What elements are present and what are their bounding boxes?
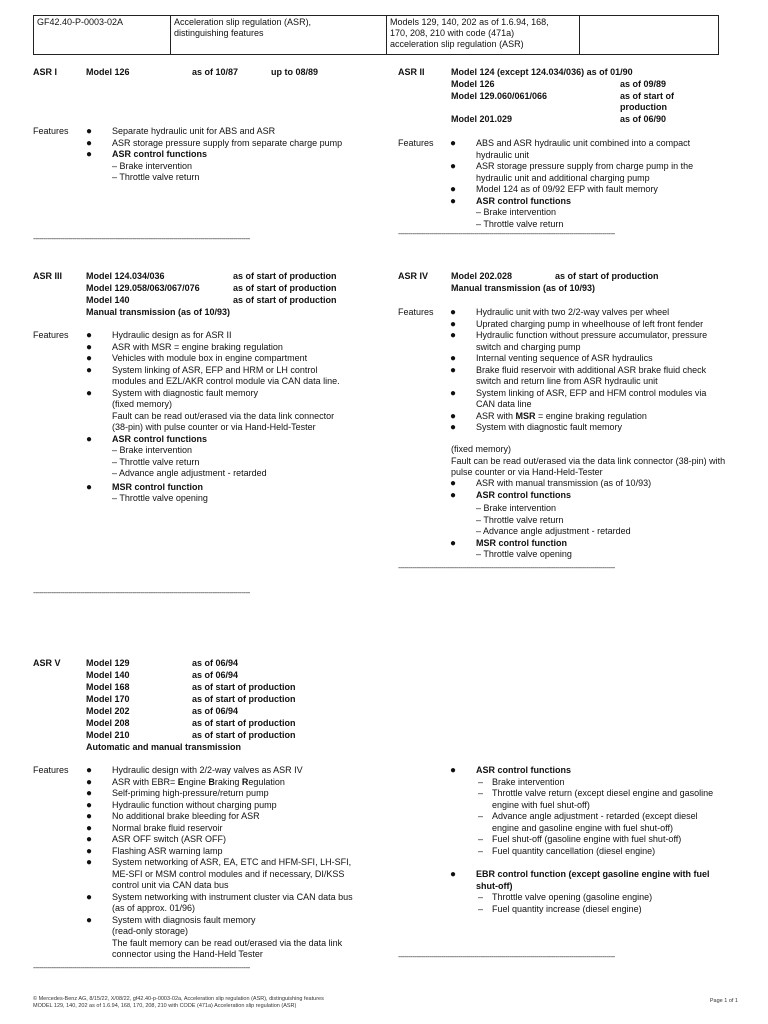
bullet-icon: ●: [86, 364, 93, 376]
msr-title: MSR control function: [476, 537, 567, 548]
dash-glyph: –: [478, 903, 484, 914]
asr3-date: as of start of production: [233, 283, 337, 293]
list-item: [450, 184, 721, 196]
doc-models-line: Models 129, 140, 202 as of 1.6.94, 168,: [390, 17, 549, 27]
asr5-control-list: [450, 765, 722, 915]
feature-text: System with diagnostic fault memory: [112, 387, 259, 398]
ebr-pre: ASR with EBR=: [112, 776, 178, 787]
model-date: as of 06/94: [192, 670, 239, 680]
bullet-icon: ●: [86, 788, 93, 799]
asr2-model: Model 201.029: [451, 114, 513, 124]
bullet-icon: ●: [86, 126, 93, 137]
feature-text: Hydraulic function without charging pump: [112, 799, 277, 810]
asr3-date: as of start of production: [233, 295, 337, 305]
list-item: [450, 537, 722, 550]
bullet-icon: ●: [86, 914, 93, 926]
bullet-icon: ●: [86, 433, 93, 445]
asr5-name: ASR V: [33, 658, 61, 668]
asr2-name: ASR II: [398, 67, 425, 77]
feature-text: Hydraulic function without pressure accumulator, pressure switch and charging pump: [476, 330, 708, 352]
feature-text: Model 124 as of 09/92 EFP with fault memory: [476, 184, 658, 194]
list-item: [476, 846, 722, 858]
separator: ---------------------------------------------------------------------------------------------------------: [398, 563, 615, 572]
footer-line: MODEL 129, 140, 202 as of 1.6.94, 168, 170, 208, 210 with CODE (471a) Acceleration slip regulation (ASR): [33, 1003, 297, 1009]
asr5-models: [86, 658, 326, 754]
model-name: Model 210: [86, 730, 130, 740]
list-item: – Advance angle adjustment - retarded: [476, 526, 631, 536]
list-item: – Brake intervention: [112, 160, 193, 171]
asr2-date: as of start of: [620, 91, 675, 101]
list-item: – Throttle valve opening: [476, 549, 572, 559]
asr3-feature-list: [86, 330, 350, 505]
feature-text: Normal brake fluid reservoir: [112, 822, 223, 833]
bullet-icon: ●: [450, 161, 457, 172]
list-item: [450, 161, 721, 184]
separator: ---------------------------------------------------------------------------------------------------------: [33, 234, 250, 243]
doc-title: [171, 16, 387, 55]
doc-empty-cell: [580, 16, 719, 55]
msr-pre: ASR with: [476, 410, 516, 421]
ebr-letter: E: [177, 776, 184, 787]
list-item: [450, 364, 722, 388]
list-item: [450, 307, 722, 319]
feature-text: ASR OFF switch (ASR OFF): [112, 834, 227, 844]
feature-text: ASR storage pressure supply from charge pump in the hydraulic unit and additional charging pump: [476, 161, 694, 183]
list-item: – Advance angle adjustment - retarded: [112, 468, 267, 478]
footer-line: © Mercedes-Benz AG, 8/15/22, X/08/22, gf42.40-p-0003-02a, Acceleration slip regulation (ASR), distinguishing features: [33, 996, 324, 1002]
footer: [33, 996, 324, 1010]
features-label: Features: [398, 307, 434, 317]
list-item: – Throttle valve return: [112, 456, 200, 467]
bullet-icon: ●: [86, 776, 93, 788]
doc-title-line: distinguishing features: [174, 28, 264, 38]
model-row: [86, 670, 326, 682]
ebr-letter: B: [208, 776, 215, 787]
list-item: – Brake intervention: [476, 503, 557, 513]
feature-text: ABS and ASR hydraulic unit combined into a compact hydraulic unit: [476, 138, 691, 160]
model-row: [86, 694, 326, 706]
list-item: [450, 330, 722, 353]
list-item: [450, 138, 721, 161]
features-label: Features: [33, 330, 69, 340]
model-name: Model 168: [86, 682, 130, 692]
model-row: [86, 682, 326, 694]
list-item: [86, 149, 352, 161]
ebr-mid: ngine: [183, 776, 209, 787]
list-item: [86, 341, 350, 354]
list-item: [86, 799, 360, 812]
model-row: [86, 730, 326, 742]
list-item: [86, 776, 360, 789]
control-item: Throttle valve return (except diesel engine and gasoline engine with fuel shut-off): [492, 788, 714, 810]
feature-text: Self-priming high-pressure/return pump: [112, 788, 269, 798]
asr3-model: Model 140: [86, 295, 130, 305]
list-item: [86, 914, 360, 927]
separator: ---------------------------------------------------------------------------------------------------------: [33, 963, 250, 972]
separator: ---------------------------------------------------------------------------------------------------------: [398, 952, 615, 961]
asr4-diag-block: [451, 444, 726, 479]
doc-title-line: Acceleration slip regulation (ASR),: [174, 17, 312, 27]
list-item: [86, 364, 350, 388]
list-item: [450, 765, 722, 777]
control-item: Advance angle adjustment - retarded (except diesel engine and gasoline engine with fuel shut-off): [492, 811, 698, 833]
model-row: [86, 718, 326, 730]
features-label: Features: [398, 138, 434, 148]
dash-glyph: –: [478, 776, 484, 787]
doc-models-line: 170, 208, 210 with code (471a): [390, 28, 515, 38]
bullet-icon: ●: [86, 799, 93, 811]
list-item: [86, 765, 360, 777]
doc-models-line: acceleration slip regulation (ASR): [390, 39, 524, 49]
list-item: [476, 892, 722, 904]
control-item: Fuel shut-off (gasoline engine with fuel shut-off): [492, 834, 682, 844]
bullet-icon: ●: [450, 489, 457, 501]
asr1-feature-list: [86, 126, 352, 184]
feature-text: Internal venting sequence of ASR hydraulics: [476, 353, 653, 363]
list-item: [86, 433, 350, 446]
ebr-mid: raking: [214, 776, 242, 787]
bullet-icon: ●: [86, 857, 93, 868]
list-item: [86, 137, 352, 150]
feature-text: System linking of ASR, EFP and HFM control modules via CAN data line: [476, 387, 707, 409]
bullet-icon: ●: [86, 137, 93, 149]
asr3-date: as of start of production: [233, 271, 337, 281]
asr3-model: Model 124.034/036: [86, 271, 165, 281]
bullet-icon: ●: [450, 537, 457, 549]
bullet-icon: ●: [450, 195, 457, 207]
bullet-icon: ●: [86, 834, 93, 845]
list-item: [476, 811, 722, 834]
ebr-item: Throttle valve opening (gasoline engine): [492, 892, 653, 902]
bullet-icon: ●: [86, 845, 93, 857]
control-item: Brake intervention: [492, 776, 565, 787]
control-title: ASR control functions: [476, 195, 571, 206]
separator: ---------------------------------------------------------------------------------------------------------: [33, 588, 250, 597]
ebr-post: egulation: [248, 776, 285, 787]
bullet-icon: ●: [86, 481, 93, 493]
asr4-control-list: [450, 478, 722, 561]
bullet-icon: ●: [450, 138, 457, 149]
ebr-letter: R: [241, 776, 249, 787]
bullet-icon: ●: [450, 410, 457, 422]
list-item: [86, 481, 350, 494]
asr4-model: Model 202.028: [451, 271, 513, 281]
feature-text: Separate hydraulic unit for ABS and ASR: [112, 126, 276, 136]
separator: ---------------------------------------------------------------------------------------------------------: [398, 229, 615, 238]
doc-id: GF42.40-P-0003-02A: [34, 16, 171, 55]
bullet-icon: ●: [450, 869, 457, 880]
feature-text: [476, 411, 647, 421]
bullet-icon: ●: [86, 822, 93, 834]
asr4-feature-list: [450, 307, 722, 434]
list-item: [86, 126, 352, 138]
list-item: [450, 410, 722, 423]
control-item: Fuel quantity cancellation (diesel engine): [492, 845, 656, 856]
feature-text: ASR with manual transmission (as of 10/93): [476, 478, 652, 488]
bullet-icon: ●: [86, 330, 93, 341]
asr3-model: Model 129.058/063/067/076: [86, 283, 200, 293]
bullet-icon: ●: [450, 307, 457, 318]
bullet-icon: ●: [450, 330, 457, 341]
model-date: as of start of production: [192, 718, 296, 728]
feature-text: Hydraulic unit with two 2/2-way valves per wheel: [476, 307, 670, 317]
list-item: – Throttle valve return: [112, 172, 200, 182]
bullet-icon: ●: [86, 353, 93, 364]
list-item: The fault memory can be read out/erased via the data link connector using the Hand-Held Tester: [112, 937, 343, 959]
asr2-date: as of 06/90: [620, 114, 667, 124]
list-item: [476, 904, 722, 916]
list-item: (read-only storage): [112, 926, 189, 936]
model-row: [86, 706, 326, 718]
feature-text: Hydraulic design as for ASR II: [112, 330, 232, 340]
feature-text: [112, 777, 285, 787]
asr5-feature-list: [86, 765, 360, 961]
feature-text: Uprated charging pump in wheelhouse of left front fender: [476, 318, 704, 329]
features-label: Features: [33, 765, 69, 775]
asr1-to: up to 08/89: [271, 67, 319, 77]
msr-bold: MSR: [515, 410, 536, 421]
asr3-name: ASR III: [33, 271, 63, 281]
list-item: [86, 834, 360, 846]
asr1-from: as of 10/87: [192, 67, 239, 77]
diag-line: Fault can be read out/erased via the data link connector (38-pin) with pulse counter or via Hand-Held-Tester: [451, 455, 726, 477]
dash-glyph: –: [478, 834, 484, 844]
bullet-icon: ●: [86, 149, 93, 160]
list-item: [86, 387, 350, 400]
list-item: (fixed memory): [112, 399, 173, 409]
list-item: [86, 353, 350, 365]
model-date: as of start of production: [192, 682, 296, 692]
ebr-item: Fuel quantity increase (diesel engine): [492, 903, 642, 914]
list-item: [86, 822, 360, 835]
asr1-model: Model 126: [86, 67, 130, 77]
bullet-icon: ●: [86, 811, 93, 822]
feature-text: ASR storage pressure supply from separate charge pump: [112, 137, 343, 148]
list-item: [450, 422, 722, 434]
feature-text: System networking of ASR, EA, ETC and HFM-SFI, LH-SFI, ME-SFI or MSM control modules and if necessary, DI/KSS control unit via CAN data bus: [112, 857, 352, 890]
asr2-model: Model 129.060/061/066: [451, 91, 548, 101]
dash-glyph: –: [478, 845, 484, 856]
list-item: [476, 777, 722, 789]
model-date: as of start of production: [192, 730, 296, 740]
list-item: [86, 857, 360, 892]
list-item: – Throttle valve return: [476, 218, 564, 229]
asr2-model: Model 124 (except 124.034/036) as of 01/90: [451, 67, 633, 77]
bullet-icon: ●: [86, 341, 93, 353]
asr4-transmission: Manual transmission (as of 10/93): [451, 283, 596, 293]
control-title: ASR control functions: [112, 433, 207, 444]
msr-post: = engine braking regulation: [535, 410, 647, 421]
feature-text: ASR with MSR = engine braking regulation: [112, 341, 283, 352]
list-item: [450, 318, 722, 331]
control-title: ASR control functions: [476, 765, 571, 775]
list-item: [450, 489, 722, 502]
asr2-date: production: [620, 102, 667, 112]
control-title: ASR control functions: [112, 149, 207, 159]
list-item: [450, 478, 722, 490]
model-name: Model 170: [86, 694, 130, 704]
msr-title: MSR control function: [112, 481, 203, 492]
ebr-title: EBR control function (except gasoline engine with fuel shut-off): [476, 869, 710, 891]
model-name: Model 208: [86, 718, 130, 728]
feature-text: No additional brake bleeding for ASR: [112, 811, 260, 821]
asr5-transmission: Automatic and manual transmission: [86, 742, 242, 752]
feature-text: Hydraulic design with 2/2-way valves as ASR IV: [112, 765, 303, 775]
list-item: [450, 387, 722, 411]
model-date: as of 06/94: [192, 706, 239, 716]
doc-models: [387, 16, 580, 55]
bullet-icon: ●: [86, 765, 93, 776]
model-name: Model 129: [86, 658, 130, 668]
bullet-icon: ●: [450, 765, 457, 776]
list-item: [476, 788, 722, 811]
list-item: [450, 353, 722, 365]
bullet-icon: ●: [450, 184, 457, 195]
diag-line: (fixed memory): [451, 444, 512, 454]
feature-text: System networking with instrument cluster via CAN data bus (as of approx. 01/96): [112, 891, 353, 913]
asr2-model: Model 126: [451, 79, 495, 89]
bullet-icon: ●: [450, 422, 457, 433]
control-title: ASR control functions: [476, 489, 571, 500]
bullet-icon: ●: [450, 478, 457, 489]
bullet-icon: ●: [450, 318, 457, 330]
dash-glyph: –: [478, 892, 484, 902]
bullet-icon: ●: [86, 387, 93, 399]
list-item: [450, 869, 722, 892]
feature-text: System with diagnostic fault memory: [476, 422, 623, 432]
list-item: [86, 891, 360, 915]
asr4-date: as of start of production: [555, 271, 659, 281]
dash-glyph: –: [478, 788, 484, 798]
model-name: Model 202: [86, 706, 130, 716]
page-number: Page 1 of 1: [709, 998, 738, 1004]
model-name: Model 140: [86, 670, 130, 680]
asr2-date: as of 09/89: [620, 79, 667, 89]
bullet-icon: ●: [450, 353, 457, 364]
model-date: as of 06/94: [192, 658, 239, 668]
features-label: Features: [33, 126, 69, 136]
feature-text: System linking of ASR, EFP and HRM or LH control modules and EZL/AKR control module via CAN data line.: [112, 364, 340, 386]
list-item: [86, 788, 360, 800]
feature-text: Vehicles with module box in engine compartment: [112, 353, 308, 363]
asr4-name: ASR IV: [398, 271, 429, 281]
list-item: – Throttle valve opening: [112, 493, 208, 503]
header-table: [33, 15, 719, 55]
bullet-icon: ●: [450, 387, 457, 399]
list-item: – Brake intervention: [112, 445, 193, 455]
asr1-name: ASR I: [33, 67, 58, 77]
list-item: [86, 811, 360, 823]
asr3-transmission: Manual transmission (as of 10/93): [86, 307, 231, 317]
feature-text: Brake fluid reservoir with additional ASR brake fluid check switch and return line from ASR hydraulic unit: [476, 364, 707, 386]
feature-text: System with diagnosis fault memory: [112, 914, 256, 925]
model-row: [86, 658, 326, 670]
list-item: – Throttle valve return: [476, 514, 564, 525]
feature-text: Flashing ASR warning lamp: [112, 845, 223, 856]
list-item: Fault can be read out/erased via the data link connector (38-pin) with pulse counter or via Hand-Held-Tester: [112, 410, 335, 432]
model-date: as of start of production: [192, 694, 296, 704]
list-item: – Brake intervention: [476, 207, 557, 217]
list-item: [86, 845, 360, 858]
bullet-icon: ●: [450, 364, 457, 376]
list-item: [476, 834, 722, 846]
asr2-feature-list: [450, 138, 721, 230]
list-item: [86, 330, 350, 342]
list-item: [450, 195, 721, 208]
bullet-icon: ●: [86, 891, 93, 903]
dash-glyph: –: [478, 811, 484, 821]
